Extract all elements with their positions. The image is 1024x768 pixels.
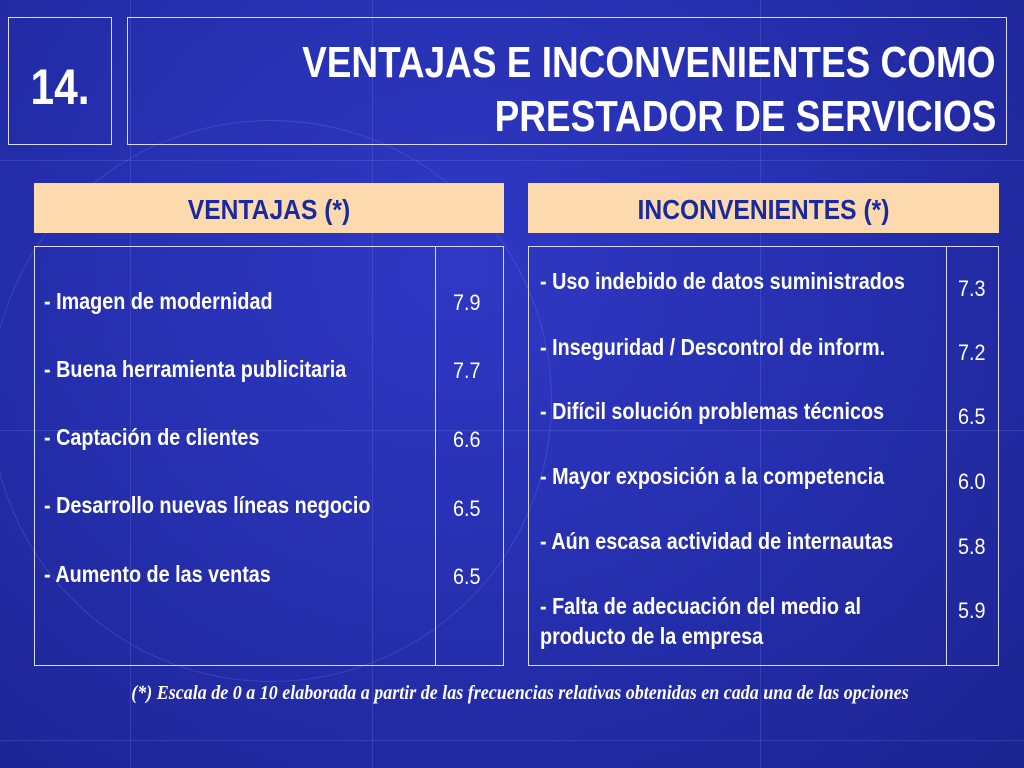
inconveniente-label: - Mayor exposición a la competencia <box>540 463 885 489</box>
ventaja-value: 7.9 <box>453 290 481 315</box>
slide-number: 14. <box>30 59 90 115</box>
ventaja-value: 7.7 <box>453 358 481 383</box>
ventajas-header-label: VENTAJAS (*) <box>187 194 351 225</box>
ventaja-label: - Imagen de modernidad <box>44 288 273 314</box>
inconveniente-value: 5.8 <box>958 534 986 559</box>
inconvenientes-header-label: INCONVENIENTES (*) <box>637 194 890 225</box>
slide-number-box <box>8 17 112 145</box>
column-divider <box>435 247 436 665</box>
column-divider <box>946 247 947 665</box>
inconveniente-label: - Uso indebido de datos suministrados <box>540 268 905 294</box>
inconveniente-label: - Aún escasa actividad de internautas <box>540 528 894 554</box>
ventaja-value: 6.5 <box>453 496 481 521</box>
background-line <box>0 740 1024 741</box>
ventaja-label: - Aumento de las ventas <box>44 561 271 587</box>
inconveniente-value: 5.9 <box>958 598 986 623</box>
inconvenientes-header <box>528 183 999 233</box>
ventaja-label: - Captación de clientes <box>44 424 260 450</box>
ventaja-value: 6.5 <box>453 564 481 589</box>
ventaja-label: - Desarrollo nuevas líneas negocio <box>44 492 371 518</box>
inconveniente-value: 7.3 <box>958 276 986 301</box>
inconveniente-label: - Falta de adecuación del medio al producto de la empresa <box>540 593 861 649</box>
inconvenientes-panel <box>528 246 999 666</box>
inconveniente-value: 7.2 <box>958 340 986 365</box>
ventaja-value: 6.6 <box>453 427 481 452</box>
footnote: (*) Escala de 0 a 10 elaborada a partir de las frecuencias relativas obtenidas en cada una de las opciones <box>131 682 909 704</box>
ventaja-label: - Buena herramienta publicitaria <box>44 356 347 382</box>
inconveniente-value: 6.0 <box>958 469 986 494</box>
ventajas-header <box>34 183 504 233</box>
slide-title-line-1: VENTAJAS E INCONVENIENTES COMO <box>302 38 996 87</box>
inconveniente-label: - Difícil solución problemas técnicos <box>540 398 885 424</box>
slide-title-line-2: PRESTADOR DE SERVICIOS <box>494 92 996 141</box>
inconveniente-label: - Inseguridad / Descontrol de inform. <box>540 334 886 360</box>
title-box <box>127 17 1007 145</box>
ventajas-panel <box>34 246 504 666</box>
inconveniente-value: 6.5 <box>958 404 986 429</box>
